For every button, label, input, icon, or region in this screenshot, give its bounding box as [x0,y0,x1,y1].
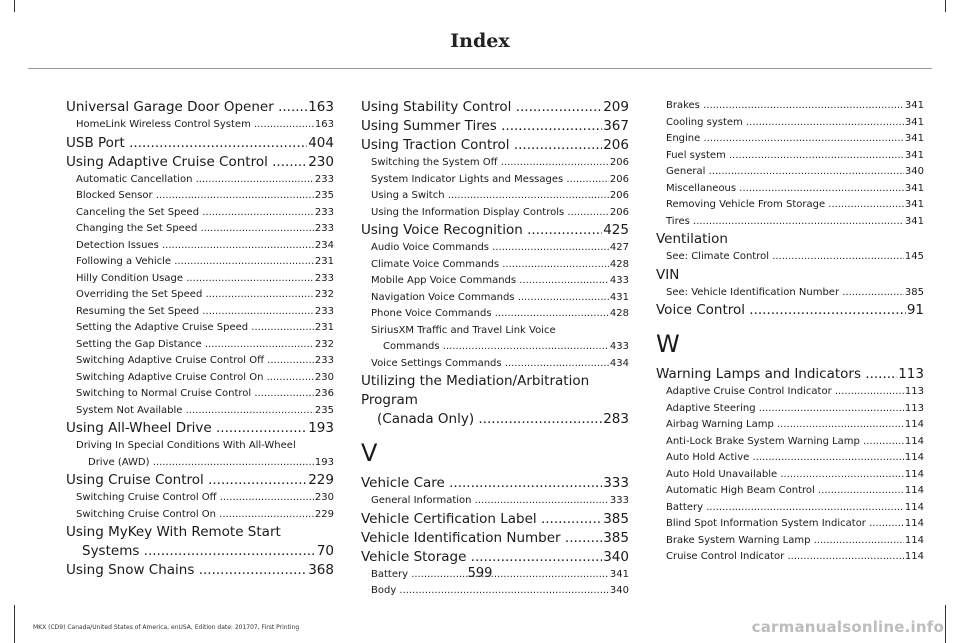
entry-text: Cooling system [666,116,743,128]
index-entry [361,117,629,136]
entry-text: Tires [666,215,690,227]
entry-text: Phone Voice Commands [371,308,492,319]
entry-page: 333 [603,475,629,491]
entry-text: Using All-Wheel Drive [66,420,212,436]
entry-page: 114 [904,500,924,517]
entry-text: SiriusXM Traffic and Travel Link Voice [371,324,556,336]
entry-text-continued: Commands [383,341,440,352]
index-entry [361,510,629,529]
entry-page: 229 [314,507,334,524]
entry-page: 230 [314,490,334,507]
entry-page: 385 [603,529,629,546]
index-subentry [656,98,924,115]
entry-text: Resuming the Set Speed [76,305,200,317]
header-rule [28,68,932,69]
entry-text: Airbag Warning Lamp [666,419,774,430]
index-column-1 [66,98,334,580]
entry-page: 193 [308,420,334,436]
index-subentry [361,205,629,222]
entry-page: 206 [603,137,629,153]
entry-page: 235 [314,188,334,205]
index-heading: VIN [656,266,680,283]
entry-text: Voice Settings Commands [371,357,502,369]
entry-text: Switching Adaptive Cruise Control Off [76,355,264,366]
index-subentry [656,500,924,517]
entry-page: 114 [904,549,924,566]
index-entry [66,523,334,561]
entry-page: 283 [603,411,629,427]
index-subentry [656,450,924,467]
edition-footer: MKX (CD9) Canada/United States of America, enUSA, Edition date: 201707, First Printing [33,624,300,631]
entry-text: Using Adaptive Cruise Control [66,153,268,170]
entry-page: 114 [904,434,924,451]
entry-text: Warning Lamps and Indicators [656,366,862,382]
entry-page: 233 [314,271,334,288]
entry-page: 341 [904,115,924,132]
index-subentry [656,384,924,401]
entry-text: Anti-Lock Brake System Warning Lamp [666,435,860,447]
entry-text: Brake System Warning Lamp [666,534,811,546]
entry-page: 114 [904,483,924,500]
index-subentry [656,197,924,214]
index-subentry [361,257,629,274]
entry-page: 367 [603,118,629,134]
index-entry [361,221,629,240]
entry-text: Battery [371,568,409,580]
index-subentry [656,285,924,302]
index-entry [656,301,924,320]
entry-page: 341 [904,214,924,231]
section-letter: W [656,330,680,358]
index-subentry [66,238,334,255]
entry-text: HomeLink Wireless Control System [76,119,251,130]
entry-page: 431 [609,290,629,307]
entry-text: Overriding the Set Speed [76,289,203,300]
index-subentry [66,172,334,189]
entry-page: 434 [609,356,629,373]
entry-page: 341 [904,197,924,214]
index-entry [361,529,629,548]
entry-page: 209 [603,99,629,115]
watermark-logo: carmanualsonline.info [751,618,944,636]
index-subentry [361,323,629,356]
entry-text: Voice Control [656,302,746,318]
entry-page: 341 [904,181,924,198]
entry-text: Mobile App Voice Commands [371,275,517,286]
index-subentry [361,273,629,290]
index-subentry [361,188,629,205]
entry-page: 113 [904,384,924,401]
entry-text: Setting the Adaptive Cruise Speed [76,322,249,333]
index-subentry [656,401,924,418]
entry-text: Using the Information Display Controls [371,206,565,218]
entry-text: Changing the Set Speed [76,223,198,234]
index-entry [66,134,334,153]
entry-text: General [666,166,706,177]
crop-mark-bl-v [14,605,15,643]
entry-page: 230 [314,370,334,387]
entry-text: Body [371,585,397,596]
entry-page: 231 [314,320,334,337]
index-subentry [361,306,629,323]
entry-page: 233 [314,304,334,321]
crop-mark-tr-v [945,0,946,12]
index-entry [66,98,334,117]
entry-page: 206 [609,188,629,205]
index-subentry [361,493,629,510]
entry-text: See: Vehicle Identification Number [666,286,840,298]
entry-text: Using a Switch [371,190,445,201]
entry-text: Audio Voice Commands [371,242,489,253]
entry-page: 404 [308,134,334,151]
entry-page: 206 [609,155,629,172]
entry-text-continued: Systems [82,543,140,559]
index-subentry [361,290,629,307]
index-subentry [656,181,924,198]
index-subentry [361,240,629,257]
index-entry [361,474,629,493]
entry-text: Switching Cruise Control Off [76,492,217,503]
index-subentry [361,583,629,600]
index-subentry [656,214,924,231]
section-letter: V [361,439,378,467]
entry-page: 114 [904,450,924,467]
index-subentry [66,386,334,403]
index-subentry [66,337,334,354]
entry-page: 340 [603,548,629,565]
entry-continuation [66,542,334,561]
index-heading: Ventilation [656,231,728,247]
entry-text: Vehicle Care [361,475,445,491]
entry-page: 341 [904,131,924,148]
page-title: Index [450,30,510,52]
entry-page: 433 [609,273,629,290]
entry-page: 229 [308,472,334,488]
index-subentry [656,115,924,132]
entry-page: 341 [904,148,924,165]
entry-text: Brakes [666,100,700,111]
entry-page: 113 [898,366,924,382]
entry-page: 233 [314,353,334,370]
entry-text: Fuel system [666,149,726,161]
entry-page: 341 [609,567,629,584]
entry-page: 193 [314,455,334,472]
entry-text: Auto Hold Unavailable [666,468,778,480]
entry-text: Removing Vehicle From Storage [666,199,826,210]
index-subentry [66,117,334,134]
index-entry [66,471,334,490]
entry-page: 333 [609,493,629,510]
entry-page: 234 [314,238,334,255]
index-entry [361,372,629,429]
entry-text: Using Traction Control [361,137,510,153]
index-subentry [361,155,629,172]
entry-page: 232 [314,337,334,354]
entry-text: Climate Voice Commands [371,258,500,270]
entry-page: 385 [904,285,924,302]
entry-text: Blocked Sensor [76,190,153,201]
entry-page: 114 [904,533,924,550]
entry-page: 425 [603,222,629,238]
entry-text: Switching Cruise Control On [76,508,216,520]
entry-text: Utilizing the Mediation/Arbitration Program [361,373,590,408]
entry-text: Canceling the Set Speed [76,206,200,218]
entry-page: 91 [906,302,924,318]
index-subentry [656,131,924,148]
index-entry [361,548,629,567]
entry-page: 206 [609,172,629,189]
index-subentry [656,483,924,500]
entry-page: 206 [609,205,629,222]
entry-page: 233 [314,172,334,189]
entry-text: Switching to Normal Cruise Control [76,388,252,399]
entry-text: Hilly Condition Usage [76,272,184,284]
index-column-2 [361,98,629,600]
entry-text: Automatic Cancellation [76,173,193,185]
entry-page: 232 [314,287,334,304]
entry-page: 340 [904,164,924,181]
entry-text: General Information [371,495,472,506]
entry-page: 70 [316,543,334,559]
entry-page: 385 [603,510,629,527]
index-subentry [656,533,924,550]
index-subentry [66,438,334,471]
entry-page: 114 [904,467,924,484]
entry-page: 233 [314,205,334,222]
entry-text: Cruise Control Indicator [666,551,785,562]
entry-text: Using MyKey With Remote Start [66,524,281,540]
page-number: 599 [467,566,493,581]
entry-text: Using Stability Control [361,99,512,115]
entry-page: 428 [609,257,629,274]
index-subentry [361,172,629,189]
entry-page: 113 [904,401,924,418]
entry-text: Setting the Gap Distance [76,338,202,350]
entry-page: 236 [314,386,334,403]
index-subentry [66,221,334,238]
entry-page: 235 [314,403,334,420]
entry-page: 427 [609,240,629,257]
entry-page: 145 [904,249,924,266]
entry-continuation [361,410,629,429]
entry-page: 163 [308,99,334,115]
entry-page: 230 [308,153,334,170]
entry-text: Adaptive Cruise Control Indicator [666,386,832,397]
entry-text: Using Voice Recognition [361,222,523,238]
entry-page: 114 [904,417,924,434]
index-subentry [66,304,334,321]
entry-text: USB Port [66,134,125,151]
index-subentry [656,148,924,165]
entry-text: Auto Hold Active [666,452,750,463]
entry-text: Using Cruise Control [66,472,204,488]
index-subentry [66,205,334,222]
index-entry [66,419,334,438]
entry-text: Blind Spot Information System Indicator [666,518,866,529]
index-column-3 [656,98,924,566]
index-subentry [656,249,924,266]
entry-text: Vehicle Storage [361,548,467,565]
index-subentry [66,287,334,304]
index-subentry [66,353,334,370]
entry-text: Automatic High Beam Control [666,485,815,496]
crop-mark-br-v [945,605,946,643]
index-subentry [656,417,924,434]
entry-text: Universal Garage Door Opener [66,99,274,115]
entry-page: 233 [314,221,334,238]
entry-page: 341 [904,98,924,115]
entry-text: System Indicator Lights and Messages [371,173,564,185]
entry-page: 433 [609,339,629,356]
entry-text: Following a Vehicle [76,256,172,267]
crop-mark-tl-v [14,0,15,12]
entry-text: Adaptive Steering [666,402,756,414]
index-entry [361,98,629,117]
entry-page: 428 [609,306,629,323]
entry-text: Switching Adaptive Cruise Control On [76,371,264,383]
entry-text: Miscellaneous [666,182,737,194]
index-entry [361,136,629,155]
entry-text-continued: (Canada Only) [377,411,475,427]
entry-text: System Not Available [76,404,183,416]
index-subentry [66,370,334,387]
entry-text: Switching the System Off [371,157,498,168]
index-subentry [66,403,334,420]
index-subentry [66,188,334,205]
index-subentry [66,507,334,524]
entry-text: Navigation Voice Commands [371,291,515,303]
entry-page: 231 [314,254,334,271]
entry-continuation [76,455,334,472]
entry-page: 163 [314,117,334,134]
entry-page: 368 [308,562,334,578]
entry-text: Using Snow Chains [66,562,195,578]
entry-text-continued: Drive (AWD) [88,456,150,468]
index-subentry [656,516,924,533]
index-subentry [66,271,334,288]
index-subentry [656,549,924,566]
index-entry [656,365,924,384]
entry-text: Battery [666,501,704,513]
entry-page: 340 [609,583,629,600]
index-subentry [66,320,334,337]
index-entry [66,153,334,172]
entry-page: 114 [904,516,924,533]
index-subentry [656,164,924,181]
entry-text: Engine [666,133,701,144]
index-subentry [656,434,924,451]
index-subentry [361,356,629,373]
entry-text: See: Climate Control [666,251,770,262]
index-subentry [66,490,334,507]
entry-text: Vehicle Identification Number [361,529,561,546]
entry-continuation [371,339,629,356]
entry-text: Driving In Special Conditions With All-Wheel [76,440,296,451]
entry-text: Vehicle Certification Label [361,510,537,527]
entry-text: Using Summer Tires [361,118,497,134]
index-subentry [66,254,334,271]
entry-text: Detection Issues [76,239,159,251]
index-subentry [656,467,924,484]
